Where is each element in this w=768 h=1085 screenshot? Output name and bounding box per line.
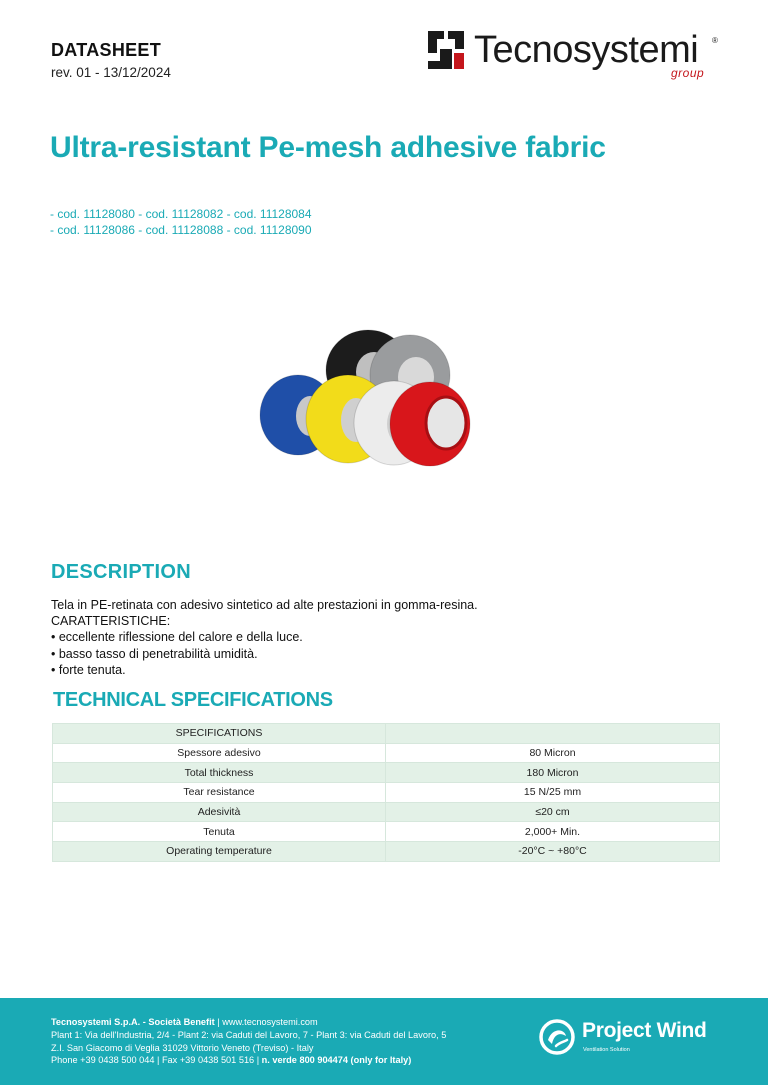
specifications-table — [52, 723, 720, 862]
spec-name: Adesività — [53, 802, 386, 822]
company-website[interactable]: | www.tecnosystemi.com — [217, 1017, 318, 1027]
footer-phone-line — [51, 1054, 446, 1067]
description-intro: Tela in PE-retinata con adesivo sintetico ad alte prestazioni in gomma-resina. — [51, 598, 478, 612]
tape-rolls-image — [250, 320, 490, 480]
toll-free-number: n. verde 800 904474 (only for Italy) — [261, 1055, 412, 1066]
project-wind-tagline: Ventilation Solution — [583, 1047, 630, 1053]
table-header-cell-empty — [386, 724, 720, 744]
product-title: Ultra-resistant Pe-mesh adhesive fabric — [50, 131, 606, 164]
table-row — [53, 763, 720, 783]
product-codes — [50, 206, 312, 238]
feature-item: • basso tasso di penetrabilità umidità. — [51, 646, 258, 661]
logo-wordmark: Tecnosystemi — [474, 29, 699, 71]
spec-name: Tear resistance — [53, 783, 386, 803]
registered-mark: ® — [712, 36, 718, 45]
spec-value: ≤20 cm — [386, 802, 720, 822]
footer — [0, 998, 768, 1085]
spec-value: -20°C ~ +80°C — [386, 842, 720, 862]
tecnosystemi-logo-icon — [428, 31, 464, 69]
revision-date: rev. 01 - 13/12/2024 — [51, 65, 171, 80]
table-row — [53, 743, 720, 763]
description-heading: DESCRIPTION — [51, 561, 191, 583]
phone-fax: Phone +39 0438 500 044 | Fax +39 0438 501 516 | — [51, 1055, 260, 1066]
spec-name: Total thickness — [53, 763, 386, 783]
footer-address: Z.I. San Giacomo di Veglia 31029 Vittorio Veneto (Treviso) - Italy — [51, 1042, 314, 1053]
tape-roll-red — [390, 382, 470, 466]
logo-group-label: group — [671, 66, 705, 80]
table-row — [53, 822, 720, 842]
spec-value: 180 Micron — [386, 763, 720, 783]
table-header-cell: SPECIFICATIONS — [53, 724, 386, 744]
document-type-label: DATASHEET — [51, 40, 162, 60]
footer-plants: Plant 1: Via dell'Industria, 2/4 - Plant 2: via Caduti del Lavoro, 7 - Plant 3: via Caduti del Lavoro, 5 — [51, 1029, 447, 1040]
features-label: CARATTERISTICHE: — [51, 614, 171, 629]
project-wind-logo — [538, 1018, 728, 1060]
spec-name: Tenuta — [53, 822, 386, 842]
table-row — [53, 802, 720, 822]
project-wind-icon — [538, 1018, 576, 1056]
table-row — [53, 783, 720, 803]
table-row — [53, 842, 720, 862]
table-header-row — [53, 724, 720, 744]
tecnosystemi-logo — [428, 28, 728, 84]
code-line: - cod. 11128086 - cod. 11128088 - cod. 11128090 — [50, 223, 312, 237]
spec-value: 2,000+ Min. — [386, 822, 720, 842]
spec-value: 80 Micron — [386, 743, 720, 763]
spec-name: Operating temperature — [53, 842, 386, 862]
code-line: - cod. 11128080 - cod. 11128082 - cod. 11128084 — [50, 207, 312, 221]
description-body — [51, 597, 478, 678]
footer-company-line — [51, 1016, 446, 1029]
technical-specs-heading: TECHNICAL SPECIFICATIONS — [53, 689, 333, 711]
feature-item: • forte tenuta. — [51, 662, 126, 677]
spec-value: 15 N/25 mm — [386, 783, 720, 803]
feature-item: • eccellente riflessione del calore e della luce. — [51, 630, 303, 645]
spec-name: Spessore adesivo — [53, 743, 386, 763]
project-wind-name: Project Wind — [582, 1019, 707, 1042]
company-name: Tecnosystemi S.p.A. - Società Benefit — [51, 1017, 215, 1027]
footer-contact — [51, 1016, 446, 1067]
